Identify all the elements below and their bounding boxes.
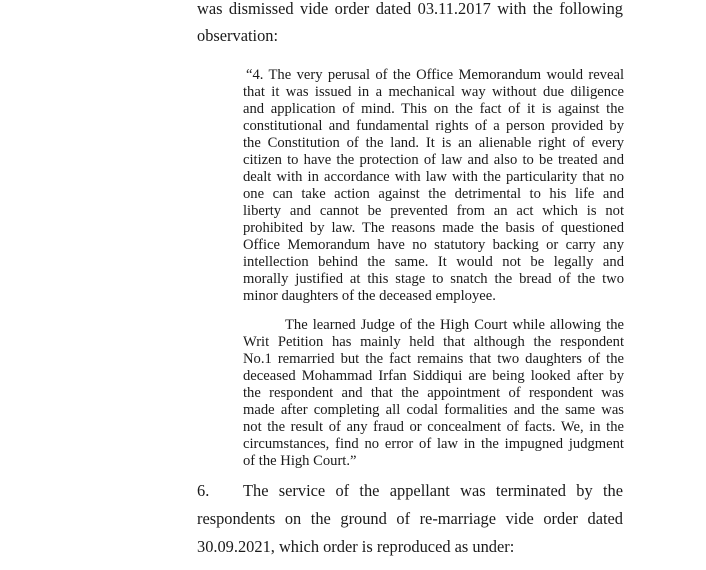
quote-line: deceased Mohammad Irfan Siddiqui are being looked after by [243, 368, 624, 384]
quote-line: citizen to have the protection of law and also to be treated and [243, 152, 624, 168]
quote-line: not the result of any fraud or concealment of facts. We, in the [243, 419, 624, 435]
quote-line: the Constitution of the land. It is an alienable right of every [243, 135, 624, 151]
quote-line: made after completing all codal formalities and the same was [243, 402, 624, 418]
quote-line: dealt with in accordance with law with the particularity that no [243, 169, 624, 185]
quote-line: intellection behind the same. It would not be legally and [243, 254, 624, 270]
body-line: The service of the appellant was terminated by the [243, 481, 623, 500]
body-line: respondents on the ground of re-marriage vide order dated [197, 509, 623, 528]
paragraph-number: 6. [197, 481, 210, 500]
quote-line: one can take action against the detrimental to his life and [243, 186, 624, 202]
quote-line: Writ Petition has mainly held that although the respondent [243, 334, 624, 350]
quote-line: of the High Court.” [243, 453, 357, 469]
quote-line: that it was issued in a mechanical way without due diligence [243, 84, 624, 100]
quote-line: Office Memorandum have no statutory backing or carry any [243, 237, 624, 253]
intro-line: was dismissed vide order dated 03.11.2017 with the following [197, 0, 623, 18]
quote-line: minor daughters of the deceased employee. [243, 288, 496, 304]
quote-line: prohibited by law. The reasons made the basis of questioned [243, 220, 624, 236]
quote-line: liberty and cannot be prevented from an act which is not [243, 203, 624, 219]
quote-line: the respondent and that the appointment of respondent was [243, 385, 624, 401]
quote-line: No.1 remarried but the fact remains that two daughters of the [243, 351, 624, 367]
quote-line: morally justified at this stage to snatch the bread of the two [243, 271, 624, 287]
quote-line: “4. The very perusal of the Office Memorandum would reveal [246, 67, 624, 83]
quote-line: circumstances, find no error of law in the impugned judgment [243, 436, 624, 452]
quote-line: and application of mind. This on the fact of it is against the [243, 101, 624, 117]
quote-line: constitutional and fundamental rights of a person provided by [243, 118, 624, 134]
quote-line: The learned Judge of the High Court while allowing the [285, 317, 624, 333]
intro-line: observation: [197, 26, 279, 45]
body-line: 30.09.2021, which order is reproduced as under: [197, 537, 515, 556]
